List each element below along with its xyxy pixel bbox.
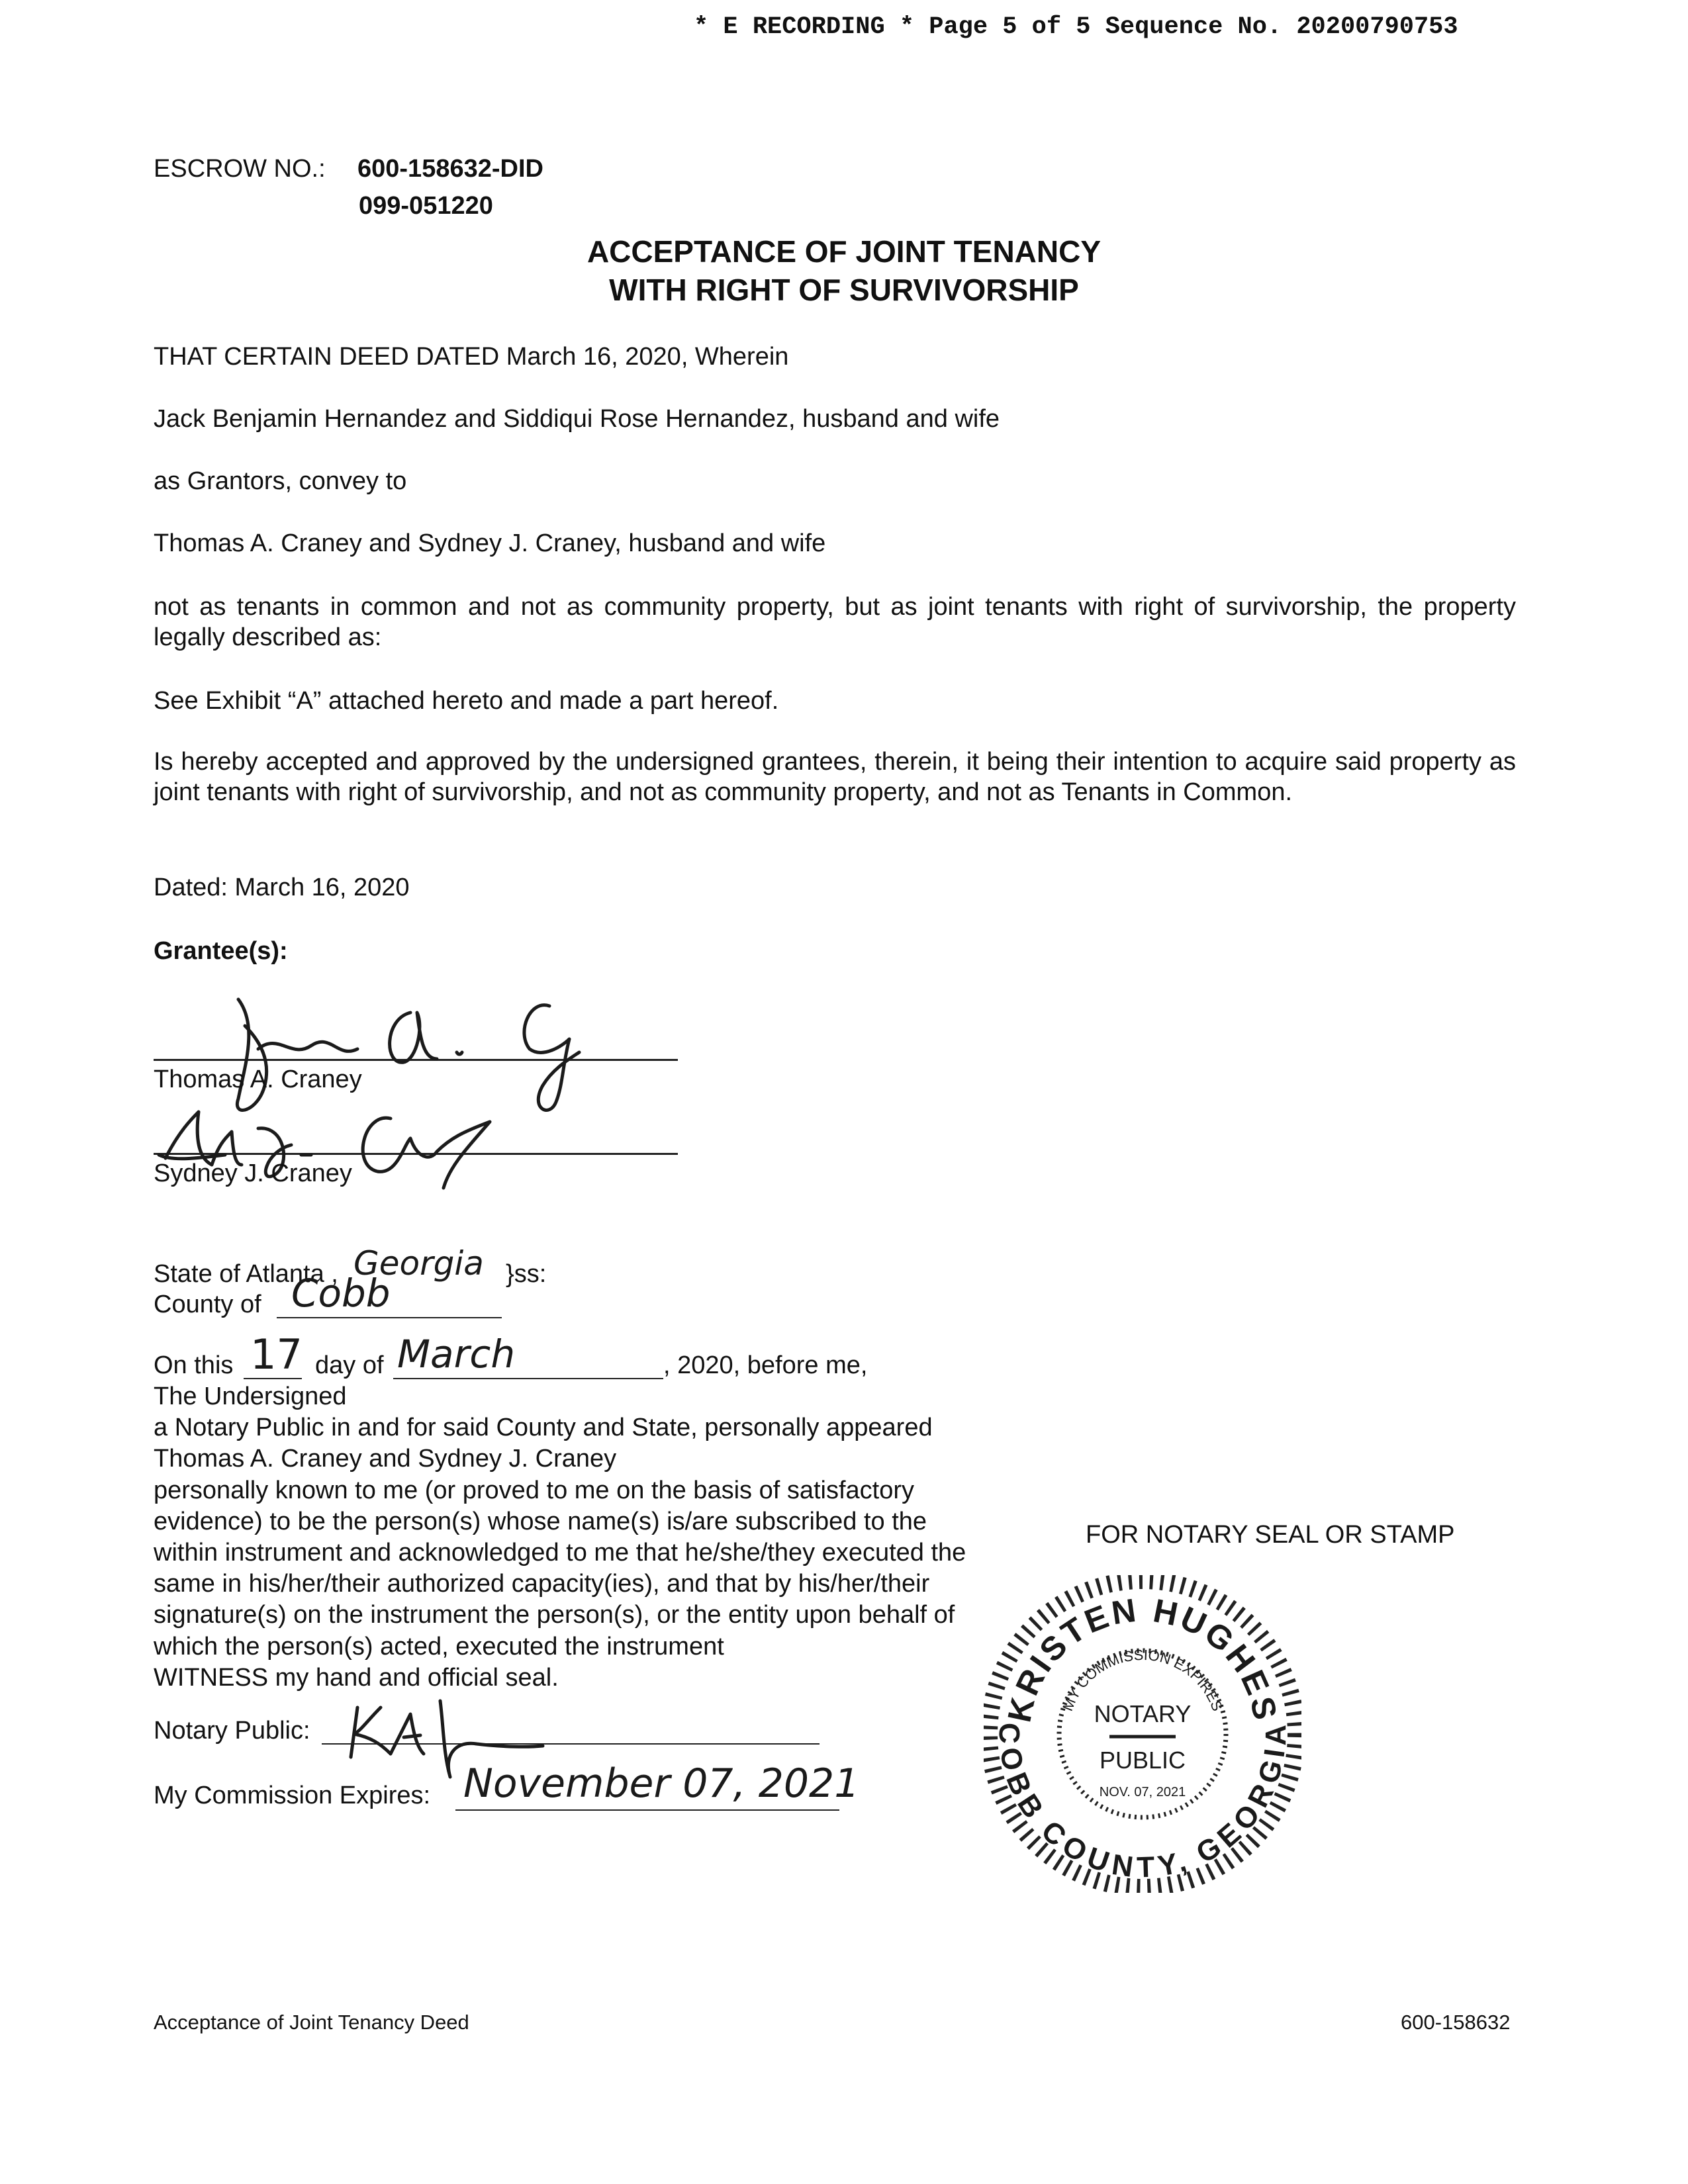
- escrow-number: 600-158632-DID: [357, 155, 543, 183]
- grantees-label: Grantee(s):: [154, 937, 288, 965]
- acknowledgment-line: Thomas A. Craney and Sydney J. Craney: [154, 1445, 617, 1473]
- deed-date-line: THAT CERTAIN DEED DATED March 16, 2020, Wherein: [154, 343, 789, 371]
- acknowledgment-line: which the person(s) acted, executed the instrument: [154, 1632, 724, 1661]
- state-prefix: State of Atlanta ,: [154, 1260, 338, 1288]
- commission-expires-label: My Commission Expires:: [154, 1782, 431, 1809]
- month-line: [393, 1378, 663, 1379]
- acknowledgment-line: evidence) to be the person(s) whose name(s) is/are subscribed to the: [154, 1507, 927, 1535]
- dated-line: Dated: March 16, 2020: [154, 874, 410, 901]
- escrow-label: ESCROW NO.:: [154, 155, 326, 183]
- seal-notary-text: NOTARY: [1094, 1700, 1192, 1727]
- commission-expires-handwritten: November 07, 2021: [463, 1760, 860, 1807]
- county-prefix: County of: [154, 1291, 261, 1318]
- seal-name-text: KRISTEN HUGHES: [1000, 1591, 1285, 1725]
- county-handwritten: Cobb: [291, 1271, 391, 1316]
- tenancy-paragraph: not as tenants in common and not as community property, but as joint tenants with right of survivorship, the property legally described as:: [154, 593, 1516, 651]
- escrow-secondary: 099-051220: [359, 192, 493, 220]
- day-handwritten: 17: [250, 1330, 303, 1379]
- acknowledgment-line: WITNESS my hand and official seal.: [154, 1663, 559, 1692]
- month-handwritten: March: [397, 1332, 516, 1377]
- document-title-line2: WITH RIGHT OF SURVIVORSHIP: [609, 273, 1079, 307]
- document-title-line1: ACCEPTANCE OF JOINT TENANCY: [586, 234, 1102, 269]
- footer-right: 600-158632: [1401, 2011, 1511, 2034]
- on-this-text: On this: [154, 1351, 234, 1379]
- seal-date-text: NOV. 07, 2021: [1099, 1785, 1186, 1799]
- signer-1-name: Thomas A. Craney: [154, 1066, 362, 1093]
- seal-public-text: PUBLIC: [1099, 1747, 1186, 1774]
- acceptance-paragraph: Is hereby accepted and approved by the undersigned grantees, therein, it being their intention to acquire said property as joint tenants with right of survivorship, and not as community property, and not as Tenants in Common.: [154, 748, 1516, 806]
- recording-header: * E RECORDING * Page 5 of 5 Sequence No. 20200790753: [694, 13, 1458, 41]
- commission-expires-line: [455, 1809, 839, 1811]
- year-text: , 2020, before me,: [663, 1351, 868, 1379]
- convey-line: as Grantors, convey to: [154, 467, 407, 495]
- seal-commission-text: MY COMMISSION EXPIRES: [1059, 1646, 1226, 1713]
- footer-left: Acceptance of Joint Tenancy Deed: [154, 2011, 469, 2034]
- exhibit-line: See Exhibit “A” attached hereto and made a part hereof.: [154, 687, 779, 715]
- notary-seal-graphic: [984, 1575, 1301, 1893]
- state-handwritten: Georgia: [353, 1244, 484, 1283]
- notary-public-label: Notary Public:: [154, 1717, 310, 1745]
- acknowledgment-line: personally known to me (or proved to me on the basis of satisfactory: [154, 1476, 914, 1504]
- acknowledgment-line: The Undersigned: [154, 1383, 347, 1410]
- grantees-names: Thomas A. Craney and Sydney J. Craney, husband and wife: [154, 529, 826, 557]
- acknowledgment-line: a Notary Public in and for said County and State, personally appeared: [154, 1414, 933, 1442]
- signer-2-name: Sydney J. Craney: [154, 1160, 352, 1187]
- grantors-names: Jack Benjamin Hernandez and Siddiqui Rose Hernandez, husband and wife: [154, 405, 1000, 433]
- acknowledgment-line: within instrument and acknowledged to me that he/she/they executed the: [154, 1539, 966, 1567]
- acknowledgment-line: same in his/her/their authorized capacity(ies), and that by his/her/their: [154, 1570, 930, 1598]
- seal-caption: FOR NOTARY SEAL OR STAMP: [1086, 1521, 1455, 1549]
- ss-mark: }ss:: [506, 1260, 547, 1288]
- acknowledgment-line: signature(s) on the instrument the person(s), or the entity upon behalf of: [154, 1601, 955, 1629]
- acknowledgment-body: [154, 1381, 966, 1694]
- notary-seal: [984, 1575, 1301, 1893]
- seal-county-text: COBB COUNTY, GEORGIA: [992, 1722, 1293, 1884]
- county-line: [277, 1317, 502, 1318]
- day-of-text: day of: [315, 1351, 384, 1379]
